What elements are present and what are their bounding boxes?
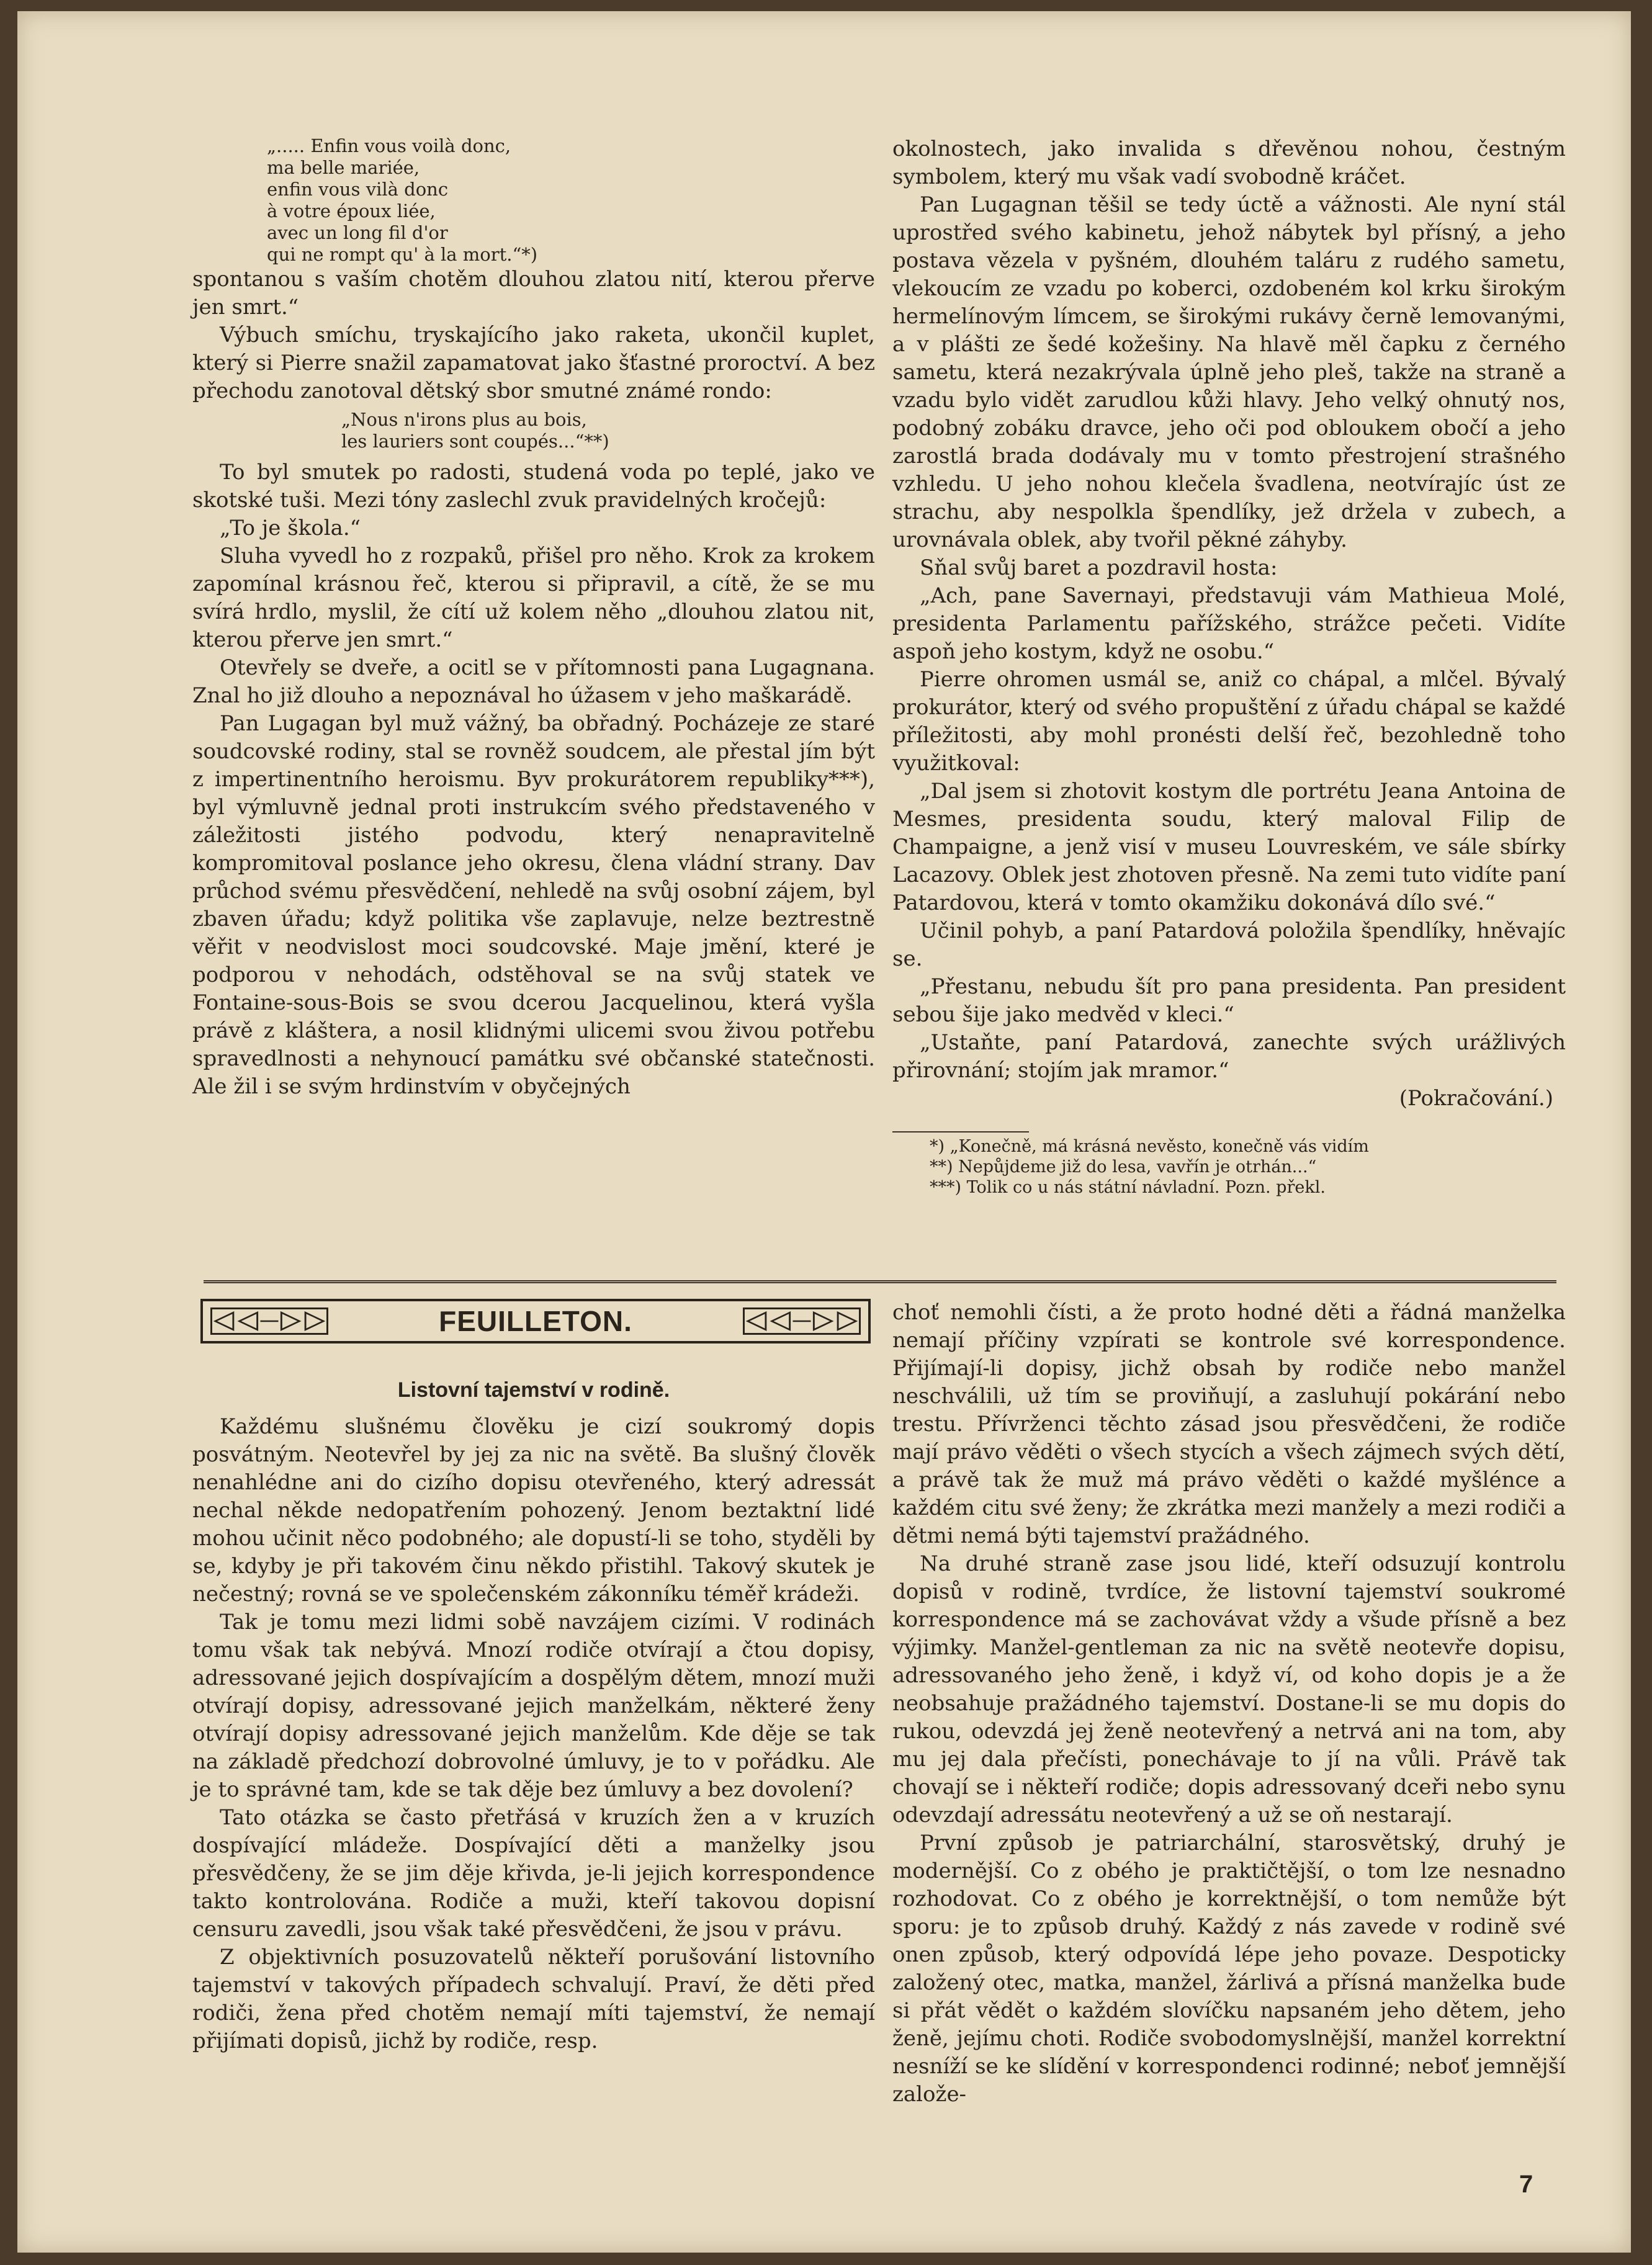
- section-divider: [204, 1280, 1556, 1286]
- footnotes: [892, 1131, 1566, 1198]
- paragraph: „Ach, pane Savernayi, představuji vám Mathieua Molé, presidenta Parlamentu pařížského, strážce pečeti. Vidíte aspoň jeho kostym, když ne osobu.“: [892, 583, 1566, 664]
- paragraph: „Dal jsem si zhotovit kostym dle portrétu Jeana Antoina de Mesmes, presidenta soudu, který maloval Filip de Champaigne, a jenž visí v museu Louvreském, ve sále sbírky Lacazovy. Oblek jest zhotoven přesně. Na zemi tuto vidíte paní Patardovou, která v tomto okamžiku dokonává dílo své.“: [892, 779, 1566, 915]
- paragraph: „Ustaňte, paní Patardová, zanechte svých urážlivých přirovnání; stojím jak mramor.“: [892, 1030, 1566, 1083]
- feuilleton-column-left: [192, 1376, 875, 2055]
- ornament-icon: [210, 1307, 328, 1335]
- paragraph: Učinil pohyb, a paní Patardová položila špendlíky, hněvajíc se.: [892, 918, 1566, 971]
- paragraph: To byl smutek po radosti, studená voda po teplé, jako ve skotské tuši. Mezi tóny zaslechl zvuk pravidelných kročejů:: [192, 460, 875, 513]
- feuilleton-column-right: [892, 1299, 1566, 2109]
- story-column-right: [892, 135, 1566, 1198]
- article-title: Listovní tajemství v rodině.: [397, 1378, 670, 1402]
- paragraph: Z objektivních posuzovatelů někteří porušování listovního tajemství v takových případech schvalují. Praví, že děti před rodiči, žena před chotěm nemají míti tajemství, že nemají přijímati dopisů, jichž by rodiče, resp.: [192, 1945, 875, 2053]
- paragraph: spontanou s vaším chotěm dlouhou zlatou nití, kterou přerve jen smrt.“: [192, 267, 875, 320]
- paragraph: Pierre ohromen usmál se, aniž co chápal, a mlčel. Bývalý prokurátor, který od svého propuštění z úřadu chápal se každé příležitosti, aby mohl pronésti delší řeč, bezohledně toho využitkoval:: [892, 667, 1566, 776]
- footnote: **) Nepůjdeme již do lesa, vavřín je otrhán...“: [930, 1157, 1317, 1177]
- paragraph: „Přestanu, nebudu šít pro pana presidenta. Pan president sebou šije jako medvěd v kleci.“: [892, 974, 1566, 1027]
- paragraph: „To je škola.“: [220, 516, 361, 540]
- paragraph: Každému slušnému člověku je cizí soukromý dopis posvátným. Neotevřel by jej za nic na světě. Ba slušný člověk nenahlédne ani do cizího dopisu otevřeného, který adressát nechal někde nedopatřením pohozený. Jenom beztaktní lidé mohou učinit něco podobného; ale dopustí-li se toho, styděli by se, kdyby je při takovém činu někdo přistihl. Takový skutek je nečestný; rovná se ve společenském zákonníku téměř krádeži.: [192, 1414, 875, 1607]
- french-verse: „Nous n'irons plus au bois, les lauriers sont coupés...“**): [341, 409, 609, 452]
- paragraph: Sluha vyvedl ho z rozpaků, přišel pro něho. Krok za krokem zapomínal krásnou řeč, kterou si připravil, a cítě, že se mu svírá hrdlo, myslil, že cítí už kolem něho „dlouhou zlatou nit, kterou přerve jen smrt.“: [192, 544, 875, 652]
- paragraph: Sňal svůj baret a pozdravil hosta:: [920, 555, 1278, 580]
- story-column-left: [192, 135, 875, 1101]
- footnote: ***) Tolik co u nás státní návladní. Pozn. překl.: [930, 1178, 1326, 1197]
- french-verse: „..... Enfin vous voilà donc, ma belle mariée, enfin vous vilà donc à votre époux liée, avec un long fil d'or qui ne rompt qu' à la mort.“*): [267, 135, 538, 265]
- paragraph: choť nemohli čísti, a že proto hodné děti a řádná manželka nemají příčiny vzpírati se kontrole své korrespondence. Přijímají-li dopisy, jichž obsah by rodiče nebo manžel neschválili, už tím se proviňují, a zasluhují pokárání nebo trestu. Přívrženci těchto zásad jsou přesvědčeni, že rodiče mají právo věděti o všech stycích a všech zájmech svých dětí, a právě tak že muž má právo věděti o každé myšlénce a každém citu své ženy; že zkrátka mezi manžely a mezi rodiči a dětmi nemá býti tajemství pražádného.: [892, 1300, 1566, 1548]
- footnote: *) „Konečně, má krásná nevěsto, konečně vás vidím: [930, 1137, 1369, 1156]
- paragraph: Pan Lugagnan těšil se tedy úctě a vážnosti. Ale nyní stál uprostřed svého kabinetu, jehož nábytek byl přísný, a jeho postava vězela v pyšném, dlouhém taláru z rudého sametu, vlekoucím ze vzadu po koberci, ozdobeném kol krku širokým hermelínovým límcem, se širokými rukávy černě lemovanými, a v plášti ze šedé kožešiny. Na hlavě měl čapku z černého sametu, která nezakrývala úplně jeho pleš, takže na straně a vzadu bylo vidět zarudlou kůži hlavy. Jeho velký ohnutý nos, podobný zobáku dravce, jeho oči pod obloukem obočí a jeho zarostlá brada dodávaly mu v tomto přestrojení strašného vzhledu. U jeho nohou klečela švadlena, neotvírajíc úst ze strachu, aby nespolkla špendlíky, jež držela v zubech, a urovnávala oblek, aby tvořil pěkné záhyby.: [892, 192, 1566, 552]
- paragraph: Pan Lugagan byl muž vážný, ba obřadný. Pocházeje ze staré soudcovské rodiny, stal se rovněž soudcem, ale přestal jím být z impertinentního heroismu. Byv prokurátorem republiky***), byl výmluvně jednal proti instrukcím svého představeného v záležitosti jistého podvodu, který nenapravitelně kompromitoval poslance jeho okresu, člena vládní strany. Dav průchod svému přesvědčení, nehledě na svůj osobní zájem, byl zbaven úřadu; když politika vše zaplavuje, nelze beztrestně věřit v neodvislost moci soudcovské. Maje jmění, které je podporou v nehodách, odstěhoval se na svůj statek ve Fontaine-sous-Bois se svou dcerou Jacquelinou, která vyšla právě z kláštera, a nosil klidnými ulicemi svou živou potřebu spravedlnosti a nehynoucí památku své občanské statečnosti. Ale žil i se svým hrdinstvím v obyčejných: [192, 711, 875, 1099]
- banner-title: FEUILLETON.: [439, 1305, 632, 1337]
- paragraph: Tato otázka se často přetřásá v kruzích žen a v kruzích dospívající mládeže. Dospívající děti a manželky jsou přesvědčeny, že se jim děje křivda, je-li jejich korrespondence takto kontrolována. Rodiče a muži, kteří takovou dopisní censuru zavedli, jsou však také přesvědčeni, že jsou v právu.: [192, 1805, 875, 1942]
- feuilleton-banner: [200, 1299, 871, 1343]
- ornament-icon: [743, 1307, 861, 1335]
- paragraph: Tak je tomu mezi lidmi sobě navzájem cizími. V rodinách tomu však tak nebývá. Mnozí rodiče otvírají a čtou dopisy, adressované jejich dospívajícím a dospělým dětem, mnozí muži otvírají dopisy, adressované jejich manželkám, některé ženy otvírají dopisy adressované jejich manželům. Kde děje se tak na základě předchozí dobrovolné úmluvy, je to v pořádku. Ale je to správné tam, kde se tak děje bez úmluvy a bez dovolení?: [192, 1610, 875, 1802]
- paragraph: okolnostech, jako invalida s dřevěnou nohou, čestným symbolem, který mu však vadí svobodně kráčet.: [892, 137, 1566, 189]
- paragraph: Výbuch smíchu, tryskajícího jako raketa, ukončil kuplet, který si Pierre snažil zapamatovat jako šťastné proroctví. A bez přechodu zanotoval dětský sbor smutné známé rondo:: [192, 323, 875, 403]
- paragraph: Na druhé straně zase jsou lidé, kteří odsuzují kontrolu dopisů v rodině, tvrdíce, že listovní tajemství soukromé korrespondence má se zachovávat vždy a všude přísně a bez výjimky. Manžel-gentleman za nic na světě neotevře dopisu, adressovaného jeho ženě, i když ví, od koho dopis je a že neobsahuje pražádného tajemství. Dostane-li se mu dopis do rukou, odevzdá jej ženě neotevřený a netrvá ani na tom, aby mu jej dala přečísti, ponechávaje to jí na vůli. Právě tak chovají se i někteří rodiče; dopis adressovaný dceři nebo synu odevzdají adressátu neotevřený a už se oň nestarají.: [892, 1551, 1566, 1828]
- page-number: 7: [1519, 2171, 1533, 2198]
- continued-note: (Pokračování.): [1399, 1086, 1553, 1111]
- newspaper-page: [17, 11, 1631, 2253]
- paragraph: Otevřely se dveře, a ocitl se v přítomnosti pana Lugagnana. Znal ho již dlouho a nepoznával ho úžasem v jeho maškarádě.: [192, 655, 875, 708]
- footnote-rule: [892, 1131, 1029, 1132]
- paragraph: První způsob je patriarchální, starosvětský, druhý je modernější. Co z obého je praktičtější, o tom lze nesnadno rozhodovat. Co z obého je korrektnější, o tom nemůže být sporu: je to způsob druhý. Každý z nás zavede v rodině své onen způsob, který odpovídá lépe jeho povaze. Despoticky založený otec, matka, manžel, žárlivá a přísná manželka bude si přát vědět o každém slovíčku napsaném jeho dětem, jeho ženě, jejímu choti. Rodiče svobodomyslnější, manžel korrektní nesníží se ke slídění v korrespondenci rodinné; neboť jemnější založe-: [892, 1831, 1566, 2107]
